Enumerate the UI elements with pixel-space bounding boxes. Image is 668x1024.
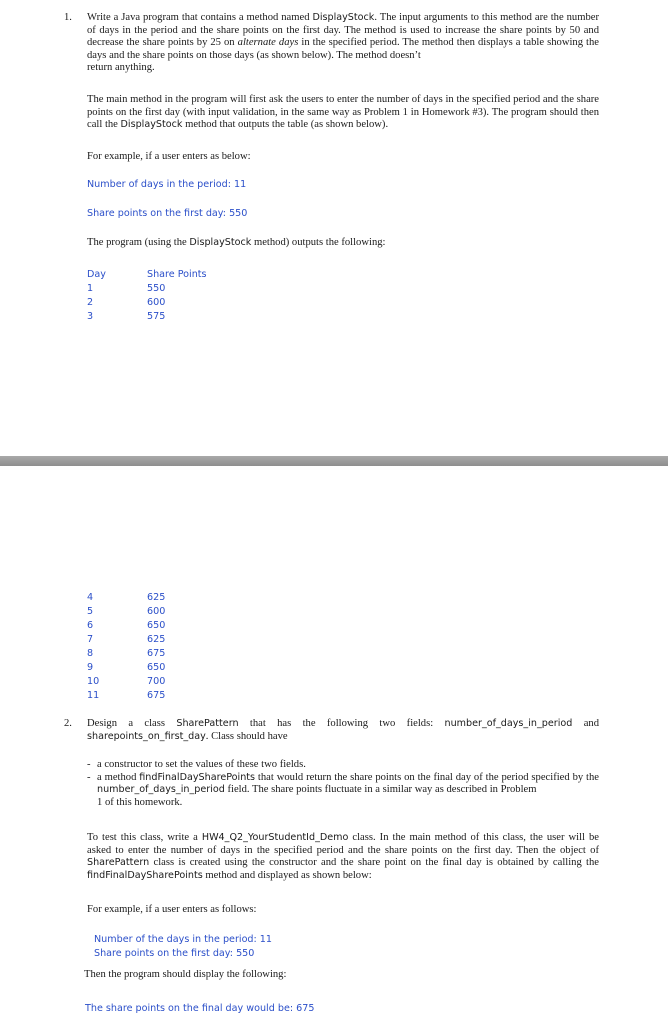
console-input-days: Number of the days in the period: 11 — [94, 934, 273, 945]
table-day-cell: 11 — [87, 690, 100, 701]
text: method and displayed as shown below: — [202, 869, 372, 881]
text: . The input arguments to this method are the number of days in the period and the share points on the first day. The method is used to increase the share points by 50 and decrease the share points by 25 on — [87, 12, 599, 49]
text: a constructor to set the values of these two fields. — [97, 759, 306, 770]
console-input-days: Number of days in the period: 11 — [87, 179, 247, 190]
table-day-cell: 8 — [87, 648, 94, 659]
table-day-cell: 2 — [87, 297, 94, 308]
output-intro: Then the program should display the following: — [84, 969, 287, 980]
problem-2-number: 2. — [64, 718, 72, 729]
text: field. The share points fluctuate in a similar way as described in Problem — [224, 784, 537, 796]
table-day-cell: 3 — [87, 311, 94, 322]
table-points-cell: 675 — [147, 648, 166, 659]
table-points-cell: 575 — [147, 311, 166, 322]
text: The program (using the — [87, 237, 190, 248]
table-day-cell: 1 — [87, 283, 94, 294]
table-points-cell: 625 — [147, 634, 166, 645]
text: and — [572, 718, 599, 729]
problem-2-description — [87, 718, 599, 743]
text: The main method in the program will first ask the users to enter the number of days in the specified period and the share points on the first day (with input validation, in the same way as Problem 1 in Homework #3). The program should then call the — [87, 94, 599, 131]
text: class is created using the constructor and the share point on the final day is obtained by calling the — [149, 857, 599, 869]
code-field-name: number_of_days_in_period — [97, 784, 225, 796]
code-method-name: DisplayStock — [189, 237, 252, 248]
output-intro — [87, 237, 386, 250]
table-points-cell: 650 — [147, 620, 166, 631]
table-points-cell: 600 — [147, 606, 166, 617]
console-input-points: Share points on the first day: 550 — [87, 208, 248, 219]
example-intro: For example, if a user enters as below: — [87, 151, 251, 162]
document-page-2 — [0, 466, 668, 1024]
code-method-name: findFinalDaySharePoints — [87, 869, 203, 881]
table-day-cell: 6 — [87, 620, 94, 631]
text: . Class should have — [205, 730, 288, 742]
table-day-cell: 5 — [87, 606, 94, 617]
page-separator — [0, 456, 668, 466]
table-header-share-points: Share Points — [147, 269, 207, 280]
text: class. In the main method of this class, the user will be asked to enter the number of days in the specified period and the share points on the first day. Then the object of — [87, 832, 599, 856]
class-requirements-list — [87, 759, 599, 809]
console-output-result: The share points on the final day would be: 675 — [85, 1003, 315, 1014]
code-field-name: sharepoints_on_first_day — [87, 730, 206, 742]
table-points-cell: 700 — [147, 676, 166, 687]
document-page-1 — [0, 0, 668, 456]
list-item — [87, 772, 599, 810]
code-class-name: SharePattern — [87, 857, 150, 869]
example-intro: For example, if a user enters as follows: — [87, 904, 257, 915]
code-field-name: number_of_days_in_period — [444, 718, 573, 729]
text: 1 of this homework. — [97, 796, 183, 808]
text: To test this class, write a — [87, 832, 202, 843]
table-day-cell: 10 — [87, 676, 100, 687]
text: in the specified period. The method then displays a table showing the days and the share points on those days (as shown below). The method doesn’t — [87, 37, 599, 61]
table-header-day: Day — [87, 269, 106, 280]
code-method-name: findFinalDaySharePoints — [139, 771, 256, 783]
table-points-cell: 600 — [147, 297, 166, 308]
table-day-cell: 4 — [87, 592, 94, 603]
console-input-points: Share points on the first day: 550 — [94, 948, 255, 959]
text: Write a Java program that contains a method named — [87, 12, 313, 23]
text: that would return the share points on the final day of the period specified by the — [255, 771, 599, 783]
code-class-name: HW4_Q2_YourStudentId_Demo — [201, 832, 349, 843]
table-points-cell: 675 — [147, 690, 166, 701]
text: a method — [97, 771, 140, 783]
code-method-name: DisplayStock — [120, 119, 183, 131]
table-points-cell: 650 — [147, 662, 166, 673]
emphasis-text: alternate days — [237, 37, 299, 49]
text: Design a class — [87, 718, 177, 729]
code-class-name: SharePattern — [176, 718, 239, 729]
problem-1-description — [87, 12, 599, 75]
text: method that outputs the table (as shown below). — [182, 119, 389, 131]
text: return anything. — [87, 62, 155, 74]
problem-2-test-paragraph — [87, 832, 599, 882]
problem-1-number: 1. — [64, 12, 72, 23]
table-day-cell: 9 — [87, 662, 94, 673]
table-points-cell: 625 — [147, 592, 166, 603]
code-method-name: DisplayStock — [312, 12, 375, 23]
text: that has the following two fields: — [238, 718, 445, 729]
table-points-cell: 550 — [147, 283, 166, 294]
problem-1-main-method-paragraph — [87, 94, 599, 132]
text: method) outputs the following: — [251, 237, 386, 248]
table-day-cell: 7 — [87, 634, 94, 645]
list-item — [87, 759, 599, 772]
